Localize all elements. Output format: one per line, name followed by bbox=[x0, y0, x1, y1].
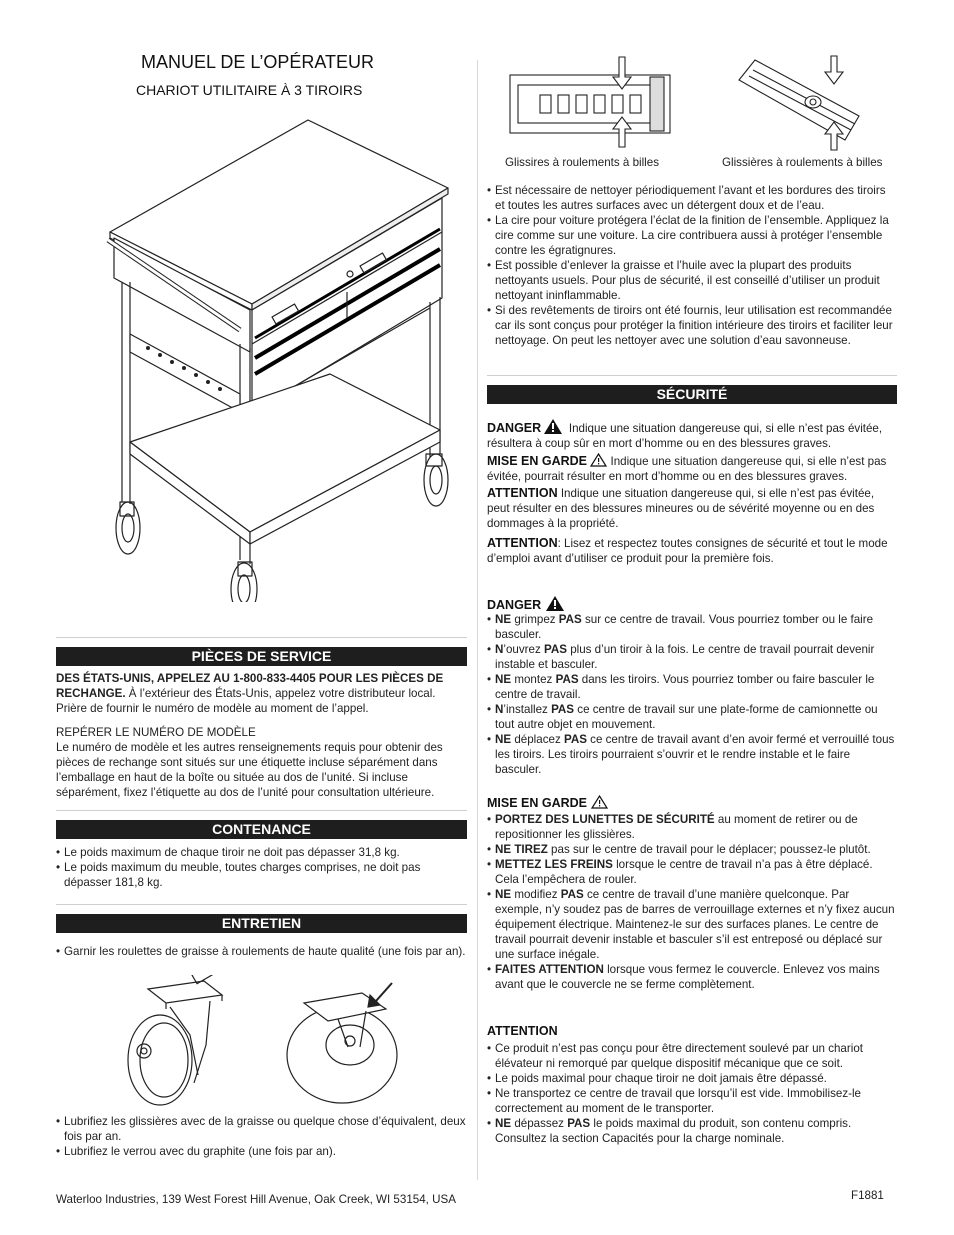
utility-cart-illustration bbox=[100, 112, 460, 602]
model-number-text: Le numéro de modèle et les autres renseignements requis pour obtenir des pièces de rechange sont situés sur une étiquette incluse séparément dans l’emballage en haut de la boîte ou située au dos de l’unité. Si incluse séparément, fixez l’étiquette au dos de l’unité pour consultation ultérieure. bbox=[56, 741, 443, 799]
list-item: • NE TIREZ pas sur le centre de travail pour le déplacer; poussez-le plutôt. bbox=[487, 842, 897, 857]
list-item: • Garnir les roulettes de graisse à roulements de haute qualité (une fois par an). bbox=[56, 944, 467, 959]
caster-wheels-illustration bbox=[110, 975, 410, 1110]
list-item: • Lubrifiez les glissières avec de la graisse ou quelque chose d’équivalent, deux fois par an. bbox=[56, 1114, 467, 1144]
list-item: • Lubrifiez le verrou avec du graphite (une fois par an). bbox=[56, 1144, 467, 1159]
maintenance-heading: ENTRETIEN bbox=[56, 914, 467, 933]
slide-caption-right: Glissières à roulements à billes bbox=[722, 156, 883, 169]
danger-warning-icon bbox=[544, 419, 562, 434]
list-item: • Ne transportez ce centre de travail que lorsqu’il est vide. Immobilisez-le correctement au moment de le transporter. bbox=[487, 1086, 897, 1116]
service-call-bold: DES ÉTATS-UNIS, APPELEZ AU 1-800-833-4405 POUR LES PIÈCES DE RECHANGE. bbox=[56, 672, 444, 700]
footer-code: F1881 bbox=[851, 1189, 884, 1202]
caution-warning-icon bbox=[591, 795, 608, 809]
danger-list-label: DANGER bbox=[487, 598, 542, 612]
attention-label: ATTENTION bbox=[487, 1024, 558, 1038]
list-item: • NE modifiez PAS ce centre de travail d’une manière quelconque. Par exemple, n’y soudez pas de barres de verrouillage externes et n’y fixez aucun équipement électrique. Maintenez-le sur des surfaces planes. Le centre de travail pourrait devenir instable et basculer s’il est entreposé ou déplacé sur une surface inégale. bbox=[487, 887, 897, 962]
read-instructions-label: ATTENTION bbox=[487, 536, 558, 550]
danger-label: DANGER bbox=[487, 421, 542, 435]
warning-list-label: MISE EN GARDE bbox=[487, 796, 588, 810]
list-item: • Est possible d’enlever la graisse et l’huile avec la plupart des produits nettoyants usuels. Pour plus de sécurité, il est conseillé d’utiliser un produit nettoyant ininflammable. bbox=[487, 258, 897, 303]
capacity-heading: CONTENANCE bbox=[56, 820, 467, 839]
page-subtitle: CHARIOT UTILITAIRE À 3 TIROIRS bbox=[136, 82, 363, 98]
service-call-text bbox=[56, 671, 467, 716]
list-item: • NE grimpez PAS sur ce centre de travail. Vous pourriez tomber ou le faire basculer. bbox=[487, 612, 897, 642]
list-item: • NE dépassez PAS le poids maximal du produit, son contenu compris. Consultez la section Capacités pour la charge nominale. bbox=[487, 1116, 897, 1146]
caution-label: ATTENTION bbox=[487, 486, 558, 500]
list-item: • Si des revêtements de tiroirs ont été fournis, leur utilisation est recommandée car ils sont conçus pour protéger la finition intérieure des tiroirs et faciliter leur nettoyage. On peut les nettoyer avec une solution d’eau savonneuse. bbox=[487, 303, 897, 348]
attention-list bbox=[487, 1041, 897, 1146]
section-rule bbox=[487, 375, 897, 376]
list-item: • Le poids maximum de chaque tiroir ne doit pas dépasser 31,8 kg. bbox=[56, 845, 467, 860]
slide-illustration-left bbox=[500, 55, 685, 150]
column-divider bbox=[477, 60, 478, 1180]
service-heading: PIÈCES DE SERVICE bbox=[56, 647, 467, 666]
warning-definition: Indique une situation dangereuse qui, si elle n’est pas évitée, pourrait résulter en mort d’homme ou en des blessures graves. bbox=[487, 455, 887, 483]
list-item: • N’installez PAS ce centre de travail sur une plate-forme de camionnette ou tout autre objet en mouvement. bbox=[487, 702, 897, 732]
caution-warning-icon bbox=[590, 453, 607, 467]
read-instructions-text: : Lisez et respectez toutes consignes de sécurité et tout le mode d’emploi avant d’utiliser ce produit pour la première fois. bbox=[487, 537, 888, 565]
list-item: • La cire pour voiture protégera l’éclat de la finition de l’ensemble. Appliquez la cire comme sur une voiture. La cire contribuera aussi à protéger l’ensemble contre les égratignures. bbox=[487, 213, 897, 258]
slide-illustration-right bbox=[735, 52, 865, 152]
capacity-list bbox=[56, 845, 467, 890]
danger-definition: Indique une situation dangereuse qui, si elle n’est pas évitée, résultera à coup sûr en mort d’homme ou en des blessures graves. bbox=[487, 422, 883, 450]
warning-list bbox=[487, 812, 897, 992]
danger-warning-icon bbox=[546, 596, 564, 611]
safety-definitions bbox=[487, 419, 897, 566]
service-call-rest: À l’extérieur des États-Unis, appelez votre distributeur local. Prière de fournir le numéro de modèle au moment de l’appel. bbox=[56, 687, 436, 715]
danger-list bbox=[487, 612, 897, 777]
list-item: • METTEZ LES FREINS lorsque le centre de travail n’a pas à être déplacé. Cela l’empêchera de rouler. bbox=[487, 857, 897, 887]
model-number-section bbox=[56, 725, 467, 800]
list-item: • Le poids maximal pour chaque tiroir ne doit jamais être dépassé. bbox=[487, 1071, 897, 1086]
list-item: • NE déplacez PAS ce centre de travail avant d’en avoir fermé et verrouillé tous les tiroirs. Les tiroirs pourraient s’ouvrir et le rendre instable et le faire basculer. bbox=[487, 732, 897, 777]
section-rule bbox=[56, 810, 467, 811]
care-list bbox=[487, 183, 897, 348]
list-item: • FAITES ATTENTION lorsque vous fermez le couvercle. Enlevez vos mains avant que le couvercle ne se ferme complètement. bbox=[487, 962, 897, 992]
list-item: • NE montez PAS dans les tiroirs. Vous pourriez tomber ou faire basculer le centre de travail. bbox=[487, 672, 897, 702]
caution-definition: Indique une situation dangereuse qui, si elle n’est pas évitée, peut résulter en des blessures mineures ou de sévérité moyenne ou en des dommages à la propriété. bbox=[487, 487, 875, 530]
slide-caption-left: Glissires à roulements à billes bbox=[505, 156, 659, 169]
maintenance-list-bottom bbox=[56, 1114, 467, 1159]
list-item: • Le poids maximum du meuble, toutes charges comprises, ne doit pas dépasser 181,8 kg. bbox=[56, 860, 467, 890]
maintenance-list-top bbox=[56, 944, 467, 959]
model-number-title: REPÉRER LE NUMÉRO DE MODÈLE bbox=[56, 726, 256, 739]
warning-label: MISE EN GARDE bbox=[487, 454, 588, 468]
list-item: • Est nécessaire de nettoyer périodiquement l’avant et les bordures des tiroirs et toutes les autres surfaces avec un détergent doux et de l’eau. bbox=[487, 183, 897, 213]
list-item: • Ce produit n’est pas conçu pour être directement soulevé par un chariot élévateur ni remorqué par quelque dispositif mécanique que ce soit. bbox=[487, 1041, 897, 1071]
section-rule bbox=[56, 637, 467, 638]
list-item: • N’ouvrez PAS plus d’un tiroir à la fois. Le centre de travail pourrait devenir instable et basculer. bbox=[487, 642, 897, 672]
section-rule bbox=[56, 904, 467, 905]
page-title: MANUEL DE L’OPÉRATEUR bbox=[141, 52, 375, 72]
safety-heading: SÉCURITÉ bbox=[487, 385, 897, 404]
warning-section-title bbox=[487, 794, 608, 812]
footer-address: Waterloo Industries, 139 West Forest Hill Avenue, Oak Creek, WI 53154, USA bbox=[56, 1193, 456, 1206]
list-item: • PORTEZ DES LUNETTES DE SÉCURITÉ au moment de retirer ou de repositionner les glissières. bbox=[487, 812, 897, 842]
